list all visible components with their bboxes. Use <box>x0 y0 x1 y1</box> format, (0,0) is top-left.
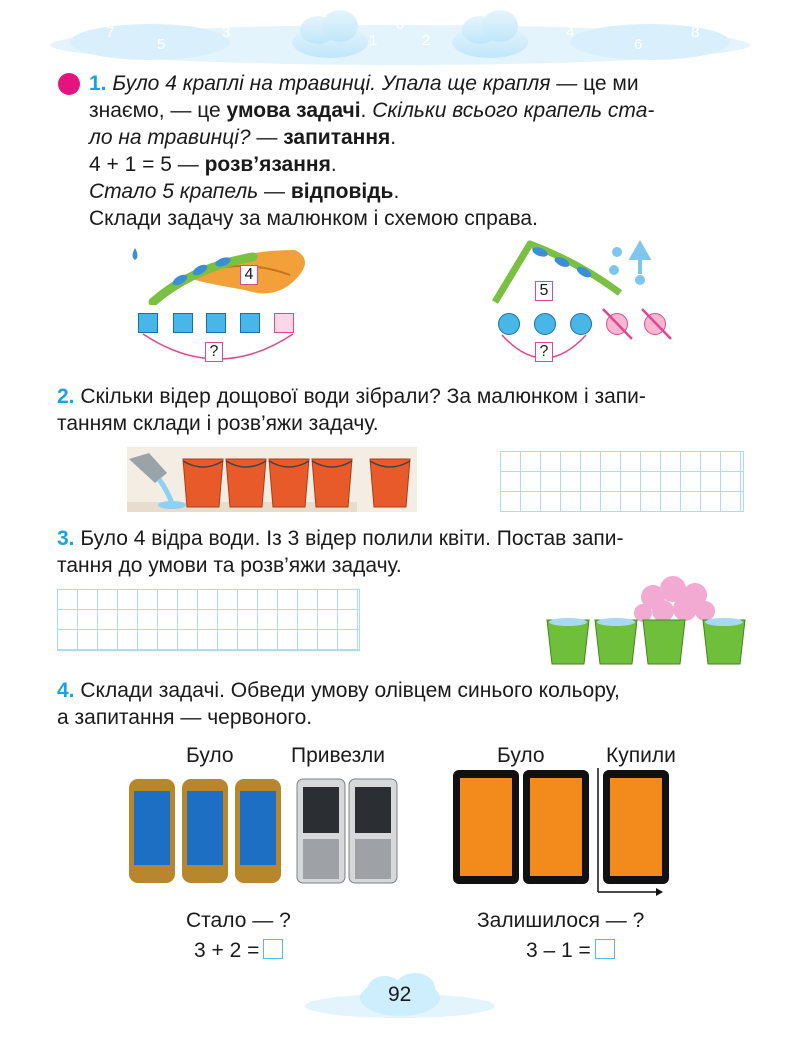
label-pryvezly: Привезли <box>291 744 386 767</box>
count-box-left: 4 <box>240 265 258 285</box>
cloud-number: 4 <box>566 24 575 41</box>
scheme-square <box>138 313 158 333</box>
phones-illustration <box>127 775 407 885</box>
question-box-left: ? <box>205 342 223 362</box>
task1-line3: ло на травинці? — запитання. <box>89 126 397 149</box>
scheme-square-added <box>274 313 294 333</box>
task2-number: 2. <box>57 385 75 408</box>
task4-number: 4. <box>57 679 75 702</box>
task1-line5: Стало 5 крапель — відповідь. <box>89 180 400 203</box>
count-box-right: 5 <box>535 281 553 301</box>
answer-grid-task3[interactable] <box>57 589 360 651</box>
cloud-number: 3 <box>222 24 231 41</box>
grass-leaf-illustration-left <box>125 240 325 305</box>
cloud-number: 1 <box>369 32 378 49</box>
answer-grid-task2[interactable] <box>500 451 744 512</box>
task1-line2: знаємо, — це умова задачі. Скільки всього крапель ста- <box>89 99 655 122</box>
cross-lines <box>600 305 675 343</box>
right-expression: 3 – 1 = <box>526 937 615 964</box>
right-question: Залишилося — ? <box>477 909 645 932</box>
task1-line1: 1. Було 4 краплі на травинці. Упала ще крапля — це ми <box>89 72 639 95</box>
cloud-number: 2 <box>422 32 431 49</box>
bullet-dot <box>58 73 80 95</box>
buckets-rain-illustration <box>127 447 417 512</box>
left-question: Стало — ? <box>186 909 291 932</box>
scheme-circle <box>534 313 556 335</box>
label-bulo-right: Було <box>497 744 545 767</box>
left-expression: 3 + 2 = <box>194 937 283 964</box>
scheme-circle <box>570 313 592 335</box>
answer-box-left[interactable] <box>263 939 283 959</box>
task4-text: 4. Склади задачі. Обведи умову олівцем синього кольору, а запитання — червоного. <box>57 679 620 729</box>
cloud-number: 5 <box>157 36 166 53</box>
header-cloud-band <box>0 0 800 80</box>
task1-line6: Склади задачу за малюнком і схемою справа. <box>89 207 538 230</box>
cloud-number: 6 <box>634 36 643 53</box>
task1-number: 1. <box>89 72 107 95</box>
task3-text: 3. Було 4 відра води. Із 3 відер полили квіти. Постав запи- тання до умови та розв’яжи задачу. <box>57 527 624 577</box>
tablets-illustration <box>451 768 671 898</box>
cloud-number: 8 <box>691 24 700 41</box>
task2-text: 2. Скільки відер дощової води зібрали? За малюнком і запи- танням склади і розв’яжи задачу. <box>57 385 646 435</box>
task1-text <box>89 70 749 232</box>
task1-line4: 4 + 1 = 5 — розв’язання. <box>89 153 337 176</box>
cloud-number: 7 <box>106 24 115 41</box>
scheme-square <box>173 313 193 333</box>
question-box-right: ? <box>535 342 553 362</box>
scheme-square <box>240 313 260 333</box>
scheme-circle <box>498 313 520 335</box>
page-number: 92 <box>388 983 412 1006</box>
green-buckets-flowers-illustration <box>543 575 748 667</box>
task3-number: 3. <box>57 527 75 550</box>
label-kupyly: Купили <box>606 744 676 767</box>
answer-box-right[interactable] <box>595 939 615 959</box>
cloud-band-graphic <box>0 0 800 80</box>
cloud-number: 0 <box>396 16 405 33</box>
grass-drops-illustration-right <box>490 238 655 308</box>
scheme-square <box>206 313 226 333</box>
label-bulo-left: Було <box>186 744 234 767</box>
